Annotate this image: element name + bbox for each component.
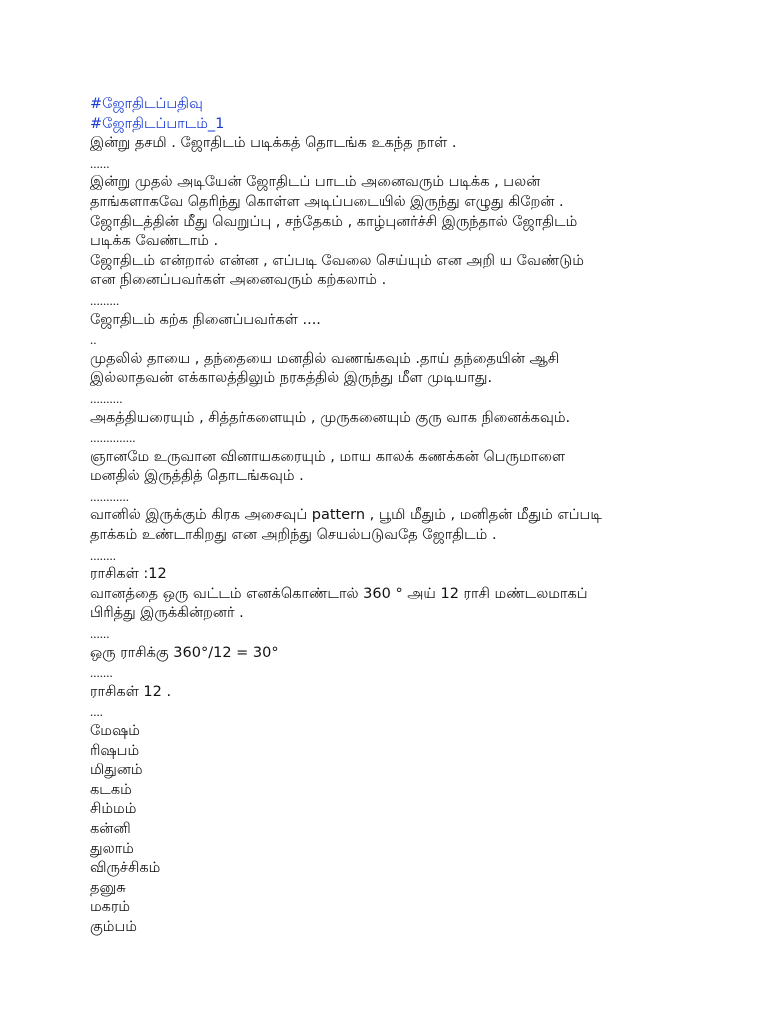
zodiac-sign-item: மேஷம் [90, 723, 140, 739]
zodiac-sign-item: ரிஷபம் [90, 742, 140, 759]
text-line: பிரித்து இருக்கின்றனர் . [90, 605, 244, 622]
text-line: இல்லாதவன் எக்காலத்திலும் நரகத்தில் இருந்து மீள முடியாது. [90, 370, 493, 387]
zodiac-sign-item: மிதுனம் [90, 762, 143, 779]
text-line: வானத்தை ஒரு வட்டம் எனக்கொண்டால் 360 ° அய் 12 ராசி மண்டலமாகப் [90, 585, 588, 602]
zodiac-sign-item: விருச்சிகம் [90, 860, 161, 877]
text-line: அகத்தியரையும் , சித்தர்களையும் , முருகனையும் குரு வாக நினைக்கவும். [90, 409, 571, 426]
separator-dots: .............. [90, 430, 136, 446]
text-line: இன்று முதல் அடியேன் ஜோதிடப் பாடம் அனைவரும் படிக்க , பலன் [90, 174, 541, 191]
separator-dots: ....... [90, 665, 113, 681]
separator-dots: ........ [90, 547, 116, 563]
separator-dots: ...... [90, 626, 110, 642]
hashtag-jothida-padam-1[interactable]: #ஜோதிடப்பாடம்_1 [90, 115, 225, 132]
text-line: ஜோதிடத்தின் மீது வெறுப்பு , சந்தேகம் , காழ்புனர்ச்சி இருந்தால் ஜோதிடம் [90, 213, 578, 230]
zodiac-sign-item: கடகம் [90, 781, 132, 798]
zodiac-sign-item: தனுசு [90, 879, 126, 896]
text-line: படிக்க வேண்டாம் . [90, 233, 219, 250]
separator-dots: .... [90, 704, 103, 720]
text-line: தாக்கம் உண்டாகிறது என அறிந்து செயல்படுவதே ஜோதிடம் . [90, 527, 497, 544]
zodiac-sign-item: கன்னி [90, 820, 131, 837]
text-line: தாங்களாகவே தெரிந்து கொள்ள அடிப்படையில் இருந்து எழுது கிறேன் . [90, 193, 564, 210]
zodiac-sign-item: சிம்மம் [90, 801, 137, 818]
separator-dots: .. [90, 332, 97, 348]
text-line: ராசிகள் :12 [90, 566, 167, 583]
zodiac-sign-item: துலாம் [90, 840, 134, 857]
text-line: மனதில் இருத்தித் தொடங்கவும் . [90, 468, 304, 485]
zodiac-sign-item: மகரம் [90, 899, 131, 916]
text-line: இன்று தசமி . ஜோதிடம் படிக்கத் தொடங்க உகந்த நாள் . [90, 135, 457, 152]
text-line: முதலில் தாயை , தந்தையை மனதில் வணங்கவும் .தாய் தந்தையின் ஆசி [90, 350, 560, 367]
text-line: என நினைப்பவர்கள் அனைவரும் கற்கலாம் . [90, 272, 387, 289]
text-line: ஜோதிடம் என்றால் என்ன , எப்படி வேலை செய்யும் என அறி ய வேண்டும் [90, 252, 584, 269]
text-line: ஒரு ராசிக்கு 360°/12 = 30° [90, 644, 279, 661]
text-line: வானில் இருக்கும் கிரக அசைவுப் pattern , பூமி மீதும் , மனிதன் மீதும் எப்படி [90, 507, 602, 524]
zodiac-sign-item: கும்பம் [90, 918, 137, 935]
separator-dots: .......... [90, 390, 123, 406]
text-line: ஜோதிடம் கற்க நினைப்பவர்கள் .... [90, 311, 321, 328]
separator-dots: ...... [90, 155, 110, 171]
text-line: ராசிகள் 12 . [90, 683, 172, 700]
separator-dots: ......... [90, 292, 120, 308]
text-line: ஞானமே உருவான வினாயகரையும் , மாய காலக் கணக்கன் பெருமாளை [90, 448, 566, 465]
separator-dots: ............ [90, 488, 129, 504]
document-page [90, 95, 690, 938]
hashtag-jothida-pathivu[interactable]: #ஜோதிடப்பதிவு [90, 96, 203, 112]
